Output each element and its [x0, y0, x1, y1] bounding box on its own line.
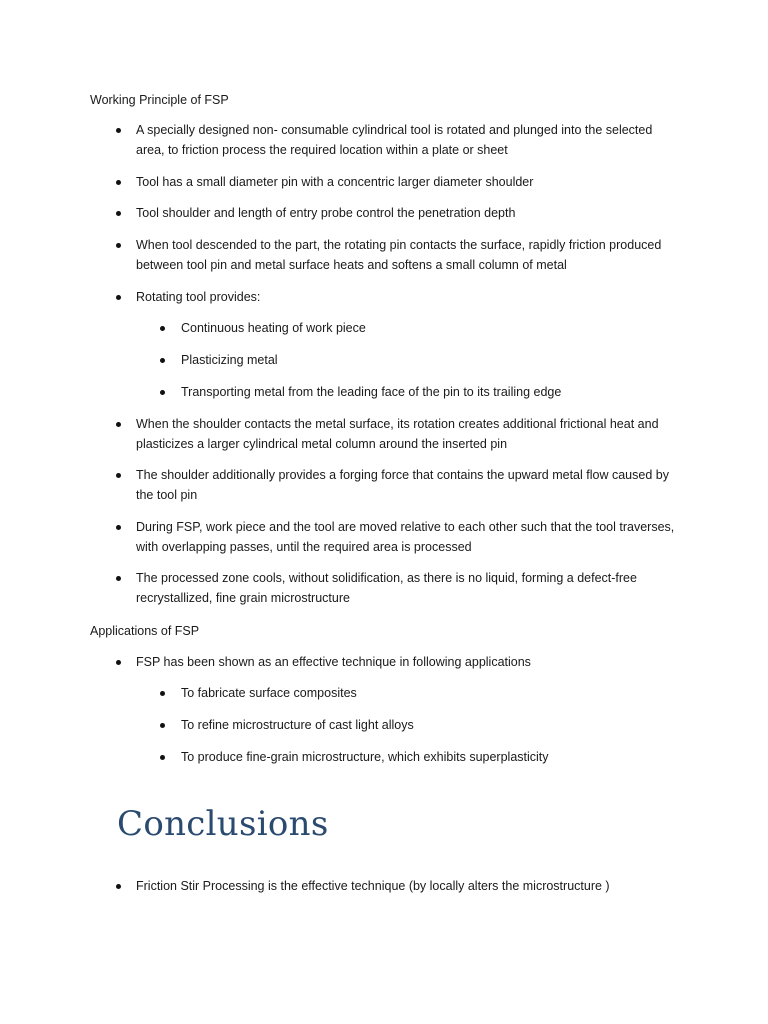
list-item: Rotating tool provides: — [136, 287, 681, 307]
list-item: Tool has a small diameter pin with a concentric larger diameter shoulder — [136, 172, 681, 192]
sub-list-item: To fabricate surface composites — [181, 683, 681, 703]
list-item: FSP has been shown as an effective technique in following applications — [136, 652, 681, 672]
sub-list-item: To refine microstructure of cast light alloys — [181, 715, 681, 735]
section-heading-working-principle: Working Principle of FSP — [90, 93, 229, 107]
sub-list-item: Continuous heating of work piece — [181, 318, 681, 338]
list-item: When tool descended to the part, the rotating pin contacts the surface, rapidly friction produced between tool pin and metal surface heats and softens a small column of metal — [136, 235, 681, 275]
conclusions-title: Conclusions — [117, 804, 329, 844]
list-item: During FSP, work piece and the tool are moved relative to each other such that the tool traverses, with overlapping passes, until the required area is processed — [136, 517, 681, 557]
sub-list-item: Transporting metal from the leading face of the pin to its trailing edge — [181, 382, 681, 402]
list-item: A specially designed non- consumable cylindrical tool is rotated and plunged into the selected area, to friction process the required location within a plate or sheet — [136, 120, 681, 160]
list-item: When the shoulder contacts the metal surface, its rotation creates additional frictional heat and plasticizes a larger cylindrical metal column around the inserted pin — [136, 414, 681, 454]
list-item: The processed zone cools, without solidification, as there is no liquid, forming a defect-free recrystallized, fine grain microstructure — [136, 568, 681, 608]
section-heading-applications: Applications of FSP — [90, 624, 200, 638]
sub-list-item: To produce fine-grain microstructure, which exhibits superplasticity — [181, 747, 681, 767]
sub-list-item: Plasticizing metal — [181, 350, 681, 370]
list-item: The shoulder additionally provides a forging force that contains the upward metal flow caused by the tool pin — [136, 465, 681, 505]
list-item: Friction Stir Processing is the effective technique (by locally alters the microstructure ) — [136, 876, 681, 896]
list-item: Tool shoulder and length of entry probe control the penetration depth — [136, 203, 681, 223]
